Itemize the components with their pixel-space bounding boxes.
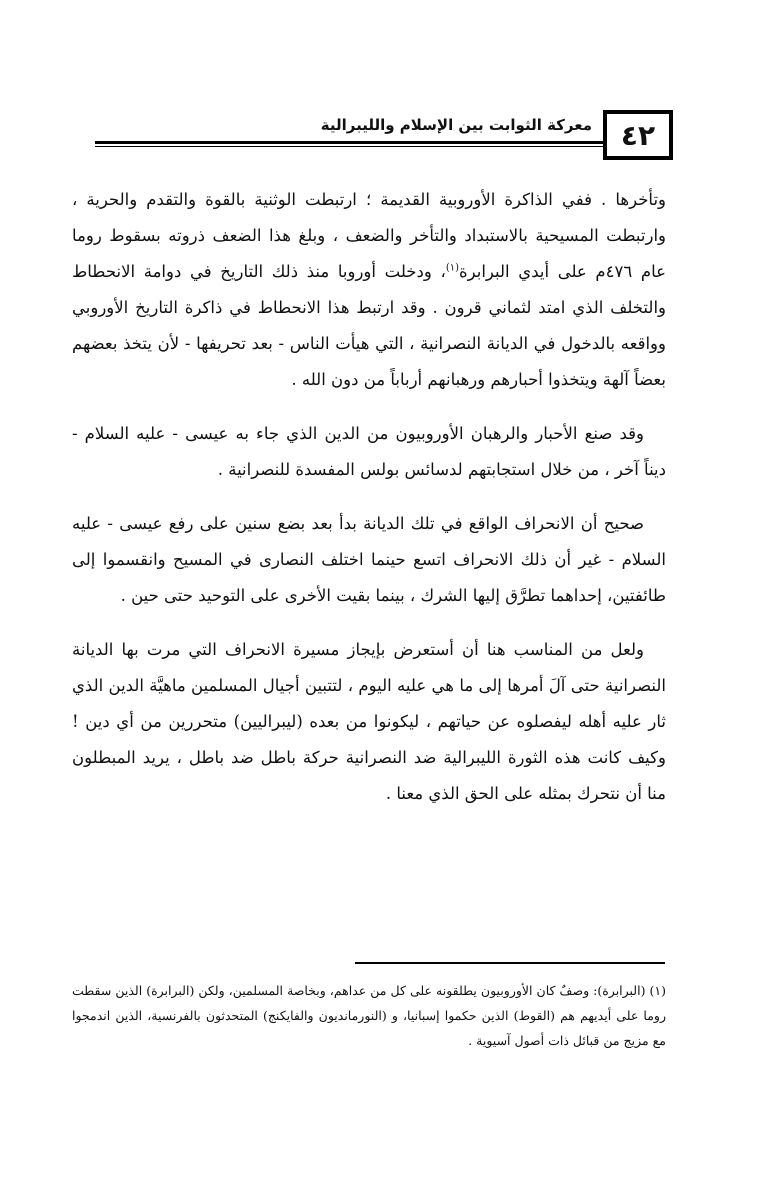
header-rule-thin: [95, 146, 603, 147]
page-header: [0, 108, 770, 178]
paragraph-1: [72, 182, 666, 398]
footnote: (١) (البرابرة): وصفٌ كان الأوروبيون يطلقونه على كل من عداهم، وبخاصة المسلمين، ولكن (البرابرة) الذين سقطت روما على أيديهم هم (القوط) الذين حكموا إسبانيا، و (النورمانديون والفايكنج) المتحدثون بالفرنسية، الذين اندمجوا مع مزيج من قبائل ذات أصول آسيوية .: [72, 983, 666, 1048]
page-number-box: [603, 110, 673, 160]
body-text: [72, 182, 666, 830]
running-title: معركة الثوابت بين الإسلام والليبرالية: [320, 116, 592, 134]
paragraph-2: وقد صنع الأحبار والرهبان الأوروبيون من الدين الذي جاء به عيسى - عليه السلام - ديناً آخر ، من خلال استجابتهم لدسائس بولس المفسدة للنصرانية .: [72, 424, 666, 479]
page-number: ٤٢: [620, 118, 656, 152]
header-rule-thick: [95, 141, 603, 144]
footnote-reference: (١): [445, 262, 459, 274]
paragraph-1-part-1: وتأخرها . ففي الذاكرة الأوروبية القديمة ؛ ارتبطت الوثنية بالقوة والتقدم والحرية ، وارتبطت المسيحية بالاستبداد والتأخر والضعف ، وبلغ هذا الضعف ذروته بسقوط روما عام ٤٧٦م على أيدي البرابرة: [72, 190, 666, 281]
paragraph-1-part-2: ، ودخلت أوروبا منذ ذلك التاريخ في دوامة الانحطاط والتخلف الذي امتد لثماني قرون . وقد ارتبط هذا الانحطاط في ذاكرة التاريخ الأوروبي وواقعه بالدخول في الديانة النصرانية ، التي هيأت الناس - بعد تحريفها - لأن يتخذ بعضهم بعضاً آلهة ويتخذوا أحبارهم ورهبانهم أرباباً من دون الله .: [72, 262, 666, 389]
paragraph-3: صحيح أن الانحراف الواقع في تلك الديانة بدأ بعد بضع سنين على رفع عيسى - عليه السلام - غير أن ذلك الانحراف اتسع حينما اختلف النصارى في المسيح وانقسموا إلى طائفتين، إحداهما تطرَّق إليها الشرك ، بينما بقيت الأخرى على التوحيد حتى حين .: [72, 514, 666, 605]
footnote-separator: [355, 962, 665, 964]
paragraph-4: ولعل من المناسب هنا أن أستعرض بإيجاز مسيرة الانحراف التي مرت بها الديانة النصرانية حتى آلَ أمرها إلى ما هي عليه اليوم ، لتتبين أجيال المسلمين ماهيَّة الدين الذي ثار عليه أهله ليفصلوه عن حياتهم ، ليكونوا من بعده (ليبراليين) متحررين من أي دين ! وكيف كانت هذه الثورة الليبرالية ضد النصرانية حركة باطل ضد باطل ، يريد المبطلون منا أن نتحرك بمثله على الحق الذي معنا .: [72, 640, 666, 803]
